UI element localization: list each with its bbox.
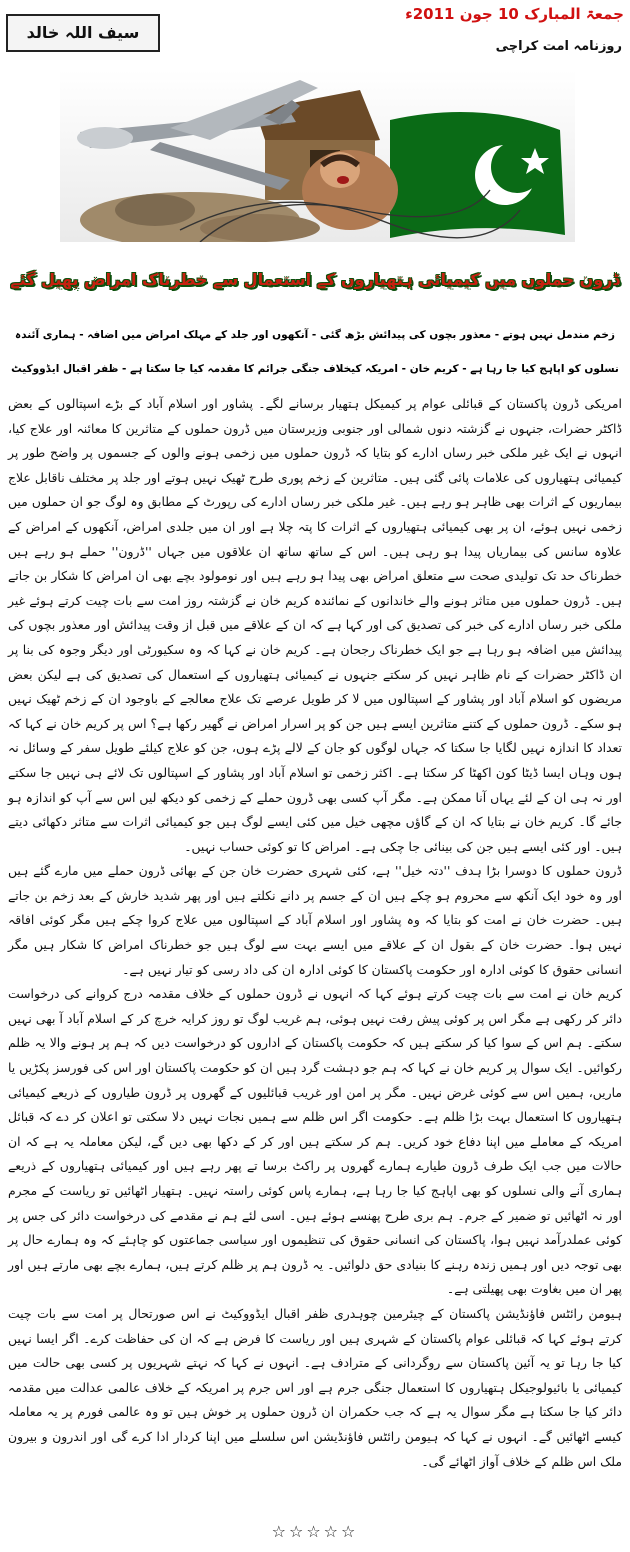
subheading-1: زخم مندمل نہیں ہوتے - معذور بچوں کی پیدائش بڑھ گئی - آنکھوں اور جلد کے مہلک امراض میں اضافہ - ہماری آئندہ [15,329,615,341]
headline: ڈرون حملوں میں کیمیائی ہتھیاروں کے استعمال سے خطرناک امراض پھیل گئے [10,270,620,289]
author-box: سیف اللہ خالد [6,14,160,52]
paragraph: امریکی ڈرون پاکستان کے قبائلی عوام پر کیمیکل ہتھیار برسانے لگے۔ پشاور اور اسلام آباد کے بڑے اسپتالوں کے بعض ڈاکٹر حضرات، جنہوں نے گزشتہ دنوں شمالی اور جنوبی وزیرستان میں ڈرون حملوں کے متاثرین کا معائنہ اور علاج کیا، انہوں نے ایک غیر ملکی خبر رساں ادارے کو بتایا کہ ڈرون حملوں میں زخمی ہونے والوں کے جسموں پر واضح طور پر کیمیائی ہتھیاروں کی علامات پائی گئی ہیں۔ متاثرین کے زخم پوری طرح ٹھیک نہیں ہوتے اور جلد پر مختلف ناقابل علاج بیماریوں کے اثرات بھی ظاہر ہو رہے ہیں۔ غیر ملکی خبر رساں ادارے کی رپورٹ کے مطابق وہ لوگ جو ان حملوں میں زخمی نہیں ہوئے، ان پر بھی کیمیائی ہتھیاروں کے اثرات کا پتہ چلا ہے اور ان میں جلدی امراض، آنکھوں کے امراض کے علاوہ سانس کی بیماریاں پیدا ہو رہی ہیں۔ اس کے ساتھ ساتھ ان علاقوں میں جہاں ''ڈرون'' حملے ہو رہے ہیں خطرناک حد تک تولیدی صحت سے متعلق امراض بھی پیدا ہو رہے ہیں اور نومولود بچے بھی ان امراض کا شکار بن جاتے ہیں۔ ڈرون حملوں میں متاثر ہونے والے خاندانوں کے نمائندہ کریم خان نے گزشتہ روز امت سے بات چیت کرتے ہوئے غیر ملکی خبر رساں ادارے کی خبر کی تصدیق کی اور کہا ہے کہ ان کے علاقے میں قبل از وقت پیدائش اور معذور بچوں کی پیدائش میں اضافہ ہو رہا ہے جو ایک خطرناک رجحان ہے۔ کریم خان نے کہا کہ وہ سکیورٹی اور دیگر وجوہ کی بنا پر ان ڈاکٹر حضرات کے نام ظاہر نہیں کر سکتے جنہوں نے کیمیائی ہتھیاروں کے استعمال کی تصدیق کی ہے لیکن بعض مریضوں کو اسلام آباد اور پشاور کے اسپتالوں میں لا کر طویل عرصے تک علاج معالجے کے باوجود ان کے زخم ٹھیک نہیں ہو سکے۔ ڈرون حملوں کے کتنے متاثرین ایسے ہیں جن کو پر اسرار امراض نے گھیر رکھا ہے؟ اس پر کریم خان نے کہا کہ تعداد کا اندازہ نہیں لگایا جا سکتا کہ جہاں لوگوں کو جان کے لالے پڑے ہوں، جن کو علاج کیلئے طویل سفر کے وسائل نہ ہوں وہاں ایسا ڈیٹا کون اکھٹا کر سکتا ہے۔ اکثر زخمی تو اسلام آباد اور پشاور کے اسپتالوں تک لائے ہی نہیں جا سکتے اور نہ ہی ان کے لئے یہاں آنا ممکن ہے۔ مگر آپ کسی بھی ڈرون حملے کے زخمی کو دیکھ لیں اس سے آپ کو اندازہ ہو جائے گا۔ کریم خان نے بتایا کہ ان کے گاؤں مچھی خیل میں کئی ایسے لوگ ہیں جو کیمیائی اثرات سے متاثر دکھائی دیتے ہیں۔ اور کئی ایسے ہیں جن کی بینائی جا چکی ہے۔ امراض کا تو کوئی حساب نہیں۔ [8,396,622,854]
paragraph: کریم خان نے امت سے بات چیت کرتے ہوئے کہا کہ انہوں نے ڈرون حملوں کے خلاف مقدمہ درج کروانے کی درخواست دائر کر رکھی ہے مگر اس پر کوئی پیش رفت نہیں ہوئی، ہم غریب لوگ تو روز کرایہ خرچ کر کے اسلام آباد آ بھی نہیں سکتے۔ ہم اس کے سوا کیا کر سکتے ہیں کہ حکومت پاکستان کے اداروں کو درخواست دیں کہ ہم پر ہونے والا یہ ظلم رکوائیں۔ ایک سوال پر کریم خان نے کہا کہ ہم جو دہشت گرد ہیں ان کو حکومت پاکستان اور اس کی فورسز پکڑیں یا ماریں، ہمیں اس سے کوئی غرض نہیں۔ مگر پر امن اور غریب قبائلیوں کے گھروں پر ڈرون طیاروں کے ذریعے کیمیائی ہتھیاروں کا استعمال بہت بڑا ظلم ہے۔ حکومت اگر اس ظلم سے ہمیں نجات نہیں دلا سکتی تو اعلان کر دے کہ قبائل امریکہ کے معاملے میں اپنا دفاع خود کریں۔ ہم کر سکتے ہیں اور کر کے دکھا بھی دیں گے، لیکن معاملہ یہ ہے کہ ان حالات میں جب ایک طرف ڈرون طیارے ہمارے گھروں پر راکٹ برسا تے پھر رہے ہیں اور کیمیائی ہتھیاروں کے ذریعے ہماری آنے والی نسلوں کو بھی اپاہج کیا جا رہا ہے، ہمارے پاس کوئی راستہ نہیں۔ ہتھیار اٹھائیں تو ریاست کے مجرم اور نہ اٹھائیں تو ضمیر کے جرم۔ ہم بری طرح پھنسے ہوئے ہیں۔ اسی لئے ہم نے مقدمے کی درخواست دائر کی جس پر کوئی عملدرآمد نہیں ہوا، پاکستان کی انسانی حقوق کی تنظیموں اور سیاسی جماعتوں کو چاہئے کہ وہ ہمارے حال پر بھی توجہ دیں اور ہمیں زندہ رہنے کا بنیادی حق دلوائیں۔ یہ ڈرون ہم پر ظلم کرتے ہیں، ہمارے بچے بھی مارتے ہیں اور پھر ان میں بغاوت بھی پھیلتی ہے۔ [8,986,622,1297]
paragraph: ڈرون حملوں کا دوسرا بڑا ہدف ''دتہ خیل'' ہے، کئی شہری حضرت خان جن کے بھائی ڈرون حملے میں مارے گئے ہیں اور وہ خود ایک آنکھ سے محروم ہو چکے ہیں ان کے جسم پر دانے نکلتے ہیں اور پھر شدید خارش کے بعد زخم بن جاتے ہیں۔ حضرت خان نے امت کو بتایا کہ وہ پشاور اور اسلام آباد کے اسپتالوں میں علاج کروا چکے ہیں مگر کوئی افاقہ نہیں ہوا۔ حضرت خان کے بقول ان کے علاقے میں ایسے بہت سے لوگ ہیں جو خطرناک امراض کا شکار ہیں مگر انسانی حقوق کا کوئی ادارہ اور حکومت پاکستان کا کوئی ادارہ ان کی داد رسی کو تیار نہیں ہے۔ [8,863,622,977]
publication-date: جمعۃ المبارک 10 جون 2011ء [405,5,624,23]
newspaper-source: روزنامہ امت کراچی [495,39,622,54]
header-collage-image [60,70,575,242]
end-stars: ☆☆☆☆☆ [271,1522,359,1541]
wounded-child-icon [302,150,398,230]
subheading-2: نسلوں کو اپاہج کیا جا رہا ہے - کریم خان - امریکہ کیخلاف جنگی جرائم کا مقدمہ کیا جا سکتا ہے - ظفر اقبال ایڈووکیٹ [11,363,619,375]
article-body [8,392,622,1474]
pakistan-flag-icon [390,112,565,238]
paragraph: ہیومن رائٹس فاؤنڈیشن پاکستان کے چیئرمین چوہدری ظفر اقبال ایڈووکیٹ نے اس صورتحال پر امت سے بات چیت کرتے ہوئے کہا کہ قبائلی عوام پاکستان کے شہری ہیں اور ریاست کا فرض ہے کہ ان کی حفاظت کرے۔ اگر ایسا نہیں کیا جا رہا تو یہ آئین پاکستان سے روگردانی کے مترادف ہے۔ انہوں نے کہا کہ نہتے شہریوں پر کسی بھی حالت میں کیمیائی یا بائیولوجیکل ہتھیاروں کا استعمال جنگی جرم ہے اور اس جرم پر امریکہ کے خلاف عالمی عدالت میں مقدمہ دائر کیا جا سکتا ہے مگر سوال یہ ہے کہ جب حکمران ان ڈرون حملوں پر خوش ہیں تو وہ عالمی فورم پر یہ معاملہ کیسے اٹھائیں گے۔ انہوں نے کہا کہ ہیومن رائٹس فاؤنڈیشن اس سلسلے میں اپنا کردار ادا کرے گی اور اندرون و بیرون ملک اس ظلم کے خلاف آواز اٹھائے گی۔ [8,1305,622,1469]
